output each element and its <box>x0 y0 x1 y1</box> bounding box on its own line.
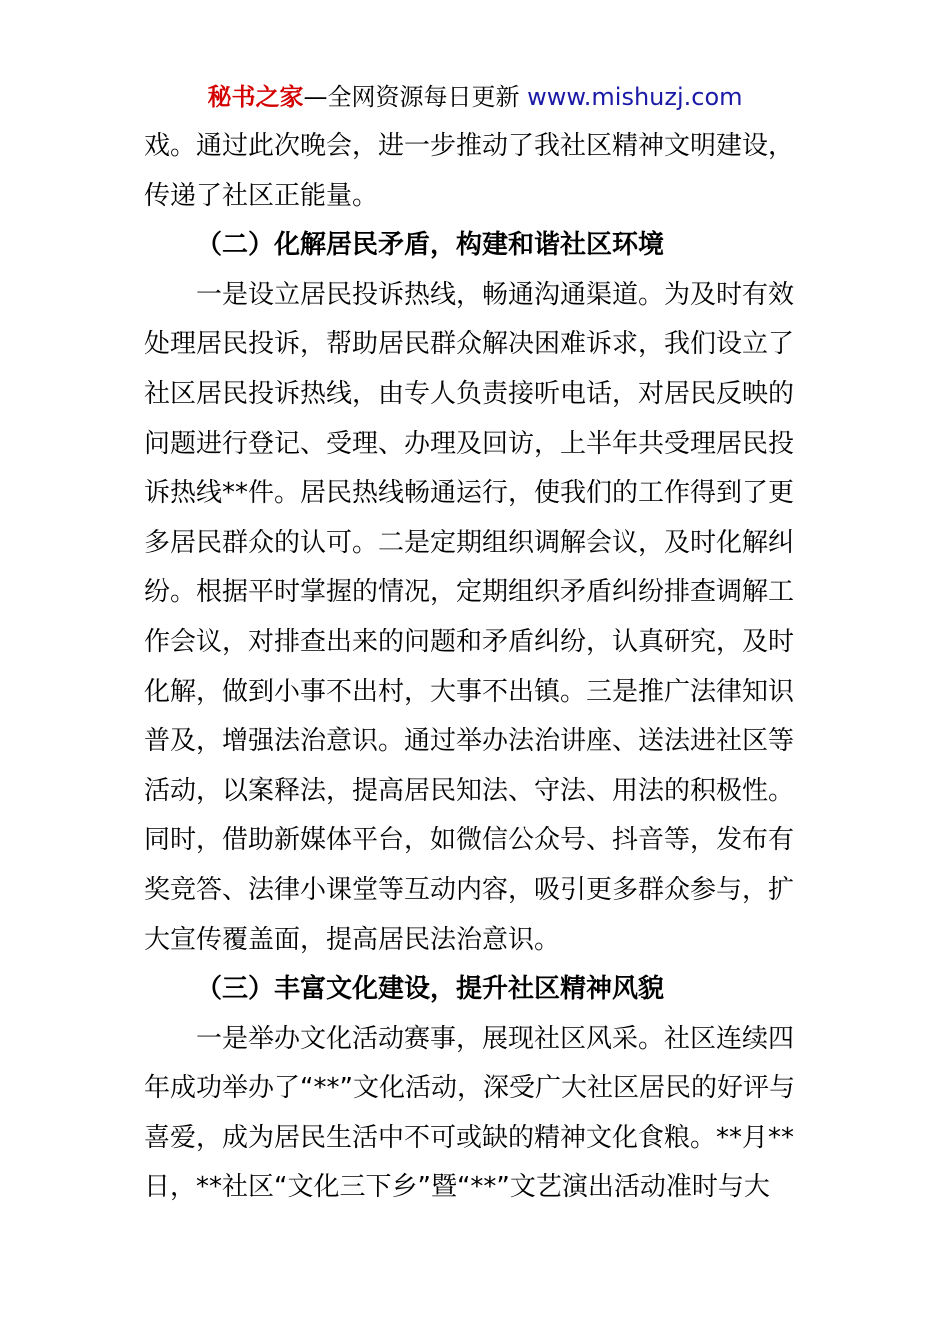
paragraph-line: 问题进行登记、受理、办理及回访，上半年共受理居民投 <box>144 428 795 459</box>
site-brand: 秘书之家 <box>207 83 304 111</box>
paragraph-line: 奖竞答、法律小课堂等互动内容，吸引更多群众参与，扩 <box>144 874 795 905</box>
site-url[interactable]: www.mishuzj.com <box>527 83 743 111</box>
paragraph-line: 年成功举办了“**”文化活动，深受广大社区居民的好评与 <box>144 1073 795 1104</box>
paragraph-line: 喜爱，成为居民生活中不可或缺的精神文化食粮。**月** <box>144 1122 795 1153</box>
paragraph-line: 大宣传覆盖面，提高居民法治意识。 <box>144 924 561 955</box>
paragraph-line: 戏。通过此次晚会，进一步推动了我社区精神文明建设， <box>144 131 795 161</box>
paragraph-line: 传递了社区正能量。 <box>144 180 379 211</box>
site-tagline: —全网资源每日更新 <box>303 83 528 111</box>
paragraph-line: 化解，做到小事不出村，大事不出镇。三是推广法律知识 <box>144 676 795 707</box>
paragraph-line: 诉热线**件。居民热线畅通运行，使我们的工作得到了更 <box>144 478 795 509</box>
paragraph-line: 作会议，对排查出来的问题和矛盾纠纷，认真研究，及时 <box>144 626 795 657</box>
paragraph-line: 活动，以案释法，提高居民知法、守法、用法的积极性。 <box>144 775 795 806</box>
paragraph-line: 多居民群众的认可。二是定期组织调解会议，及时化解纠 <box>144 527 795 558</box>
paragraph-line: 一是设立居民投诉热线，畅通沟通渠道。为及时有效 <box>196 279 795 310</box>
document-body <box>144 122 808 1213</box>
paragraph-line: 普及，增强法治意识。通过举办法治讲座、送法进社区等 <box>144 726 795 757</box>
paragraph-line: 纷。根据平时掌握的情况，定期组织矛盾纠纷排查调解工 <box>144 577 795 608</box>
paragraph-line: 处理居民投诉，帮助居民群众解决困难诉求，我们设立了 <box>144 329 795 360</box>
site-header <box>0 80 950 114</box>
paragraph-line: 一是举办文化活动赛事，展现社区风采。社区连续四 <box>196 1023 795 1054</box>
paragraph-line: 社区居民投诉热线，由专人负责接听电话，对居民反映的 <box>144 378 795 409</box>
paragraph-line: 日，**社区“文化三下乡”暨“**”文艺演出活动准时与大 <box>144 1172 770 1203</box>
paragraph-line: 同时，借助新媒体平台，如微信公众号、抖音等，发布有 <box>144 825 795 856</box>
section-heading: （三）丰富文化建设，提升社区精神风貌 <box>196 974 665 1005</box>
section-heading: （二）化解居民矛盾，构建和谐社区环境 <box>196 230 665 261</box>
